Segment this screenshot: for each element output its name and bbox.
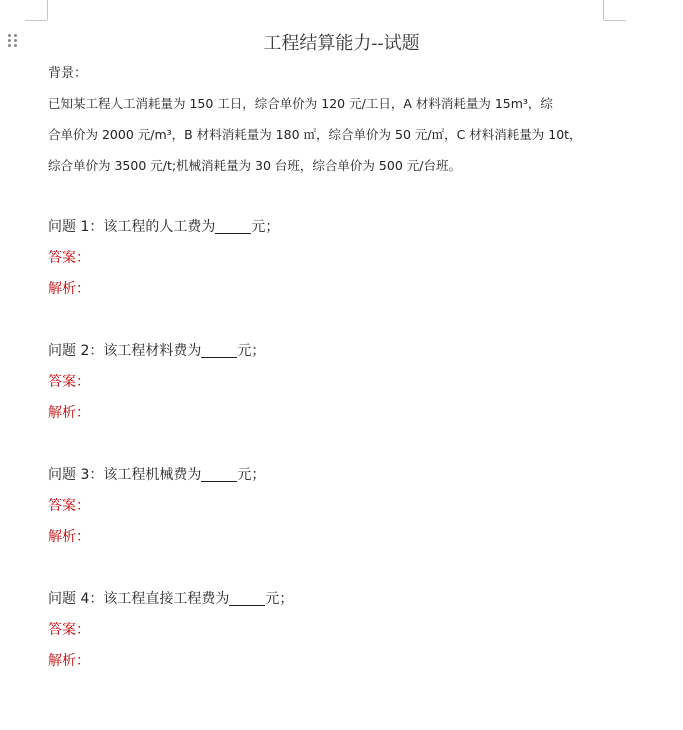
question-2-analysis-label: 解析： [48, 405, 90, 421]
question-4-analysis-label: 解析： [48, 653, 90, 669]
crop-mark-right-horizontal [604, 20, 626, 21]
page-title: 工程结算能力--试题 [263, 33, 420, 54]
background-line-1: 已知某工程人工消耗量为 150 工日，综合单价为 120 元/工日，A 材料消耗量为 15m³，综 [48, 96, 553, 111]
question-1-analysis-label: 解析： [48, 281, 90, 297]
question-2 [48, 336, 608, 429]
question-1-text: 问题 1：该工程的人工费为 元； [48, 219, 280, 235]
question-1 [48, 212, 608, 305]
question-3-text: 问题 3：该工程机械费为 元； [48, 467, 266, 483]
crop-mark-left-horizontal [25, 20, 47, 21]
question-2-answer-label: 答案： [48, 374, 90, 390]
crop-mark-right-vertical [603, 0, 604, 20]
question-4-answer-label: 答案： [48, 622, 90, 638]
question-3-blank[interactable] [201, 467, 237, 482]
background-label: 背景： [48, 66, 88, 81]
question-3 [48, 460, 608, 553]
question-2-blank[interactable] [201, 343, 237, 358]
question-1-blank[interactable] [215, 219, 251, 234]
background-paragraph [48, 88, 608, 181]
question-1-answer-label: 答案： [48, 250, 90, 266]
question-2-text: 问题 2：该工程材料费为 元； [48, 343, 266, 359]
question-4-blank[interactable] [229, 591, 265, 606]
background-line-3: 综合单价为 3500 元/t;机械消耗量为 30 台班，综合单价为 500 元/台班。 [48, 158, 461, 173]
question-4-text: 问题 4：该工程直接工程费为 元； [48, 591, 294, 607]
question-3-answer-label: 答案： [48, 498, 90, 514]
question-4 [48, 584, 608, 677]
background-line-2: 合单价为 2000 元/m³，B 材料消耗量为 180 ㎡，综合单价为 50 元/㎡，C 材料消耗量为 10t， [48, 127, 582, 142]
document-body [48, 62, 608, 677]
crop-mark-left-vertical [47, 0, 48, 20]
question-3-analysis-label: 解析： [48, 529, 90, 545]
